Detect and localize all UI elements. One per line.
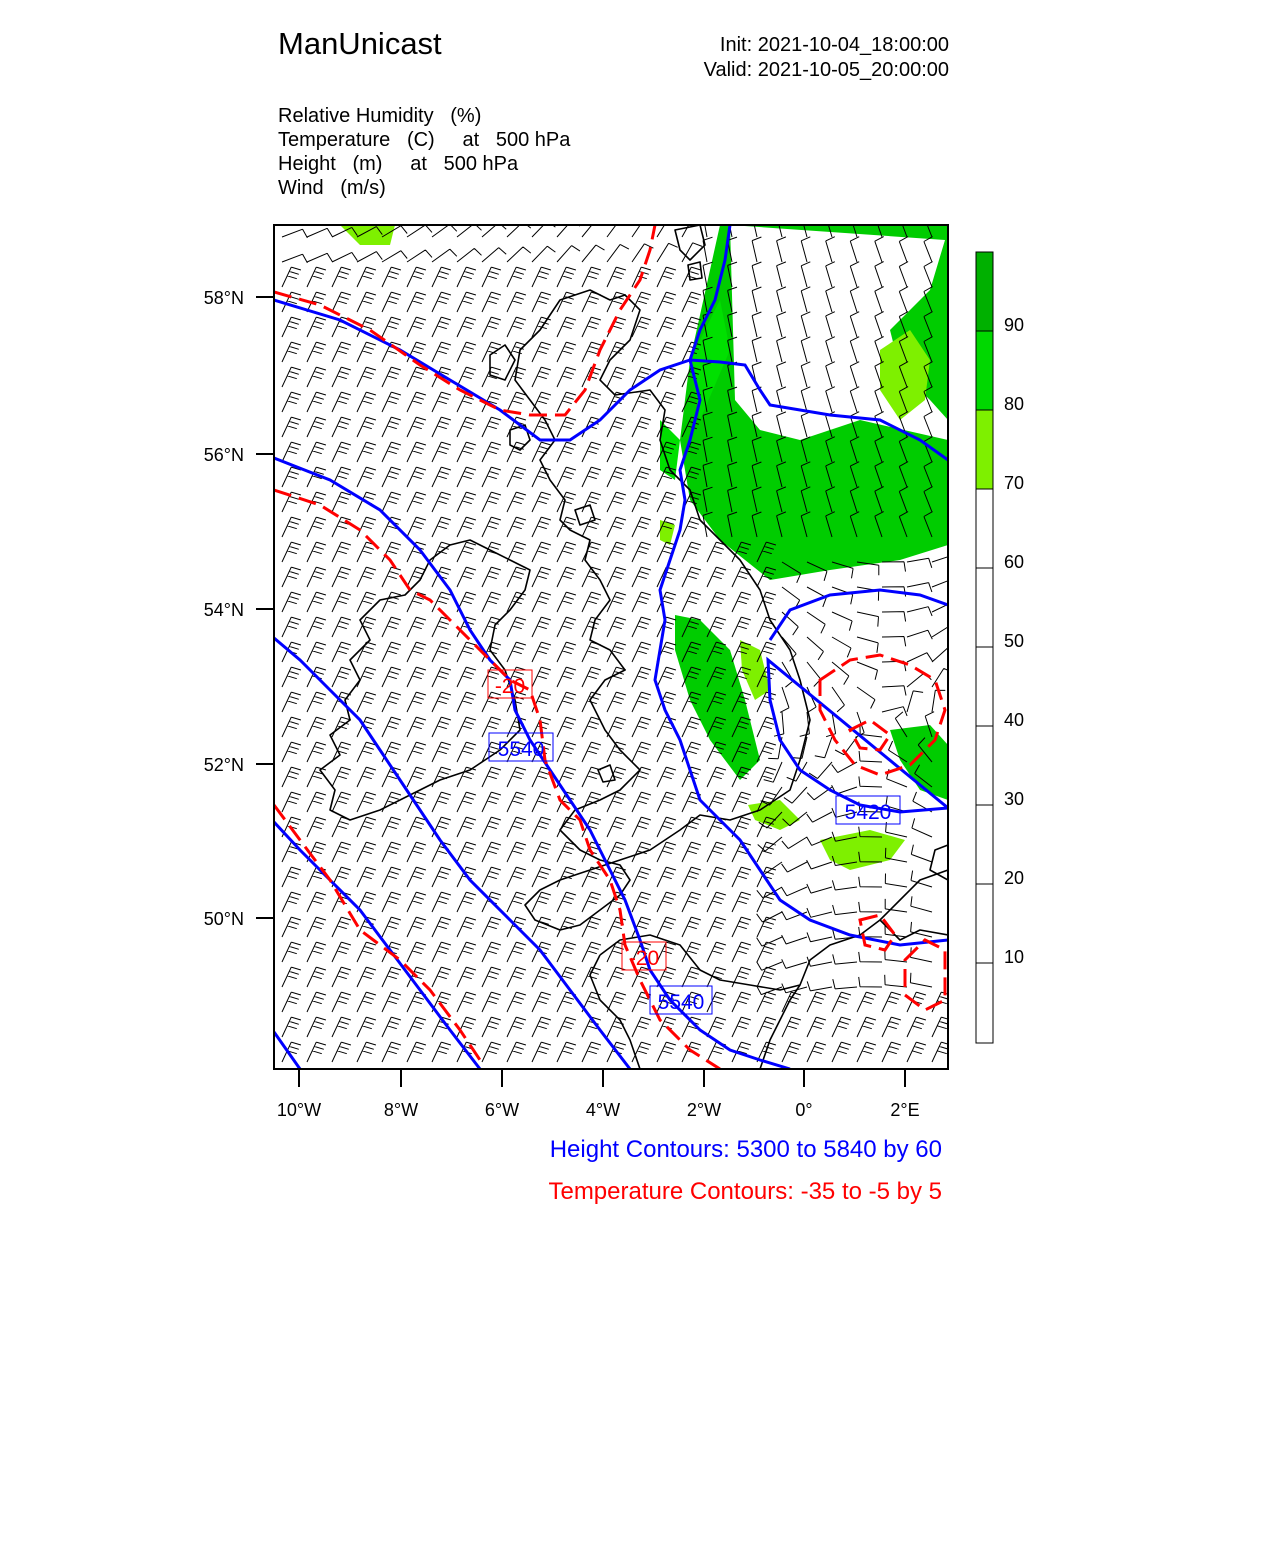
lat-tick-50: 50°N — [203, 909, 244, 929]
longitude-axis — [277, 1069, 920, 1120]
colorbar-label-20: 20 — [1004, 868, 1025, 888]
field-description-rh: Relative Humidity (%) — [278, 105, 482, 127]
colorbar-segment-2 — [976, 331, 993, 410]
lon-tick-8w: 8°W — [383, 1100, 419, 1120]
lon-tick-2e: 2°E — [890, 1100, 920, 1120]
field-description-temperature: Temperature (C) at 500 hPa — [278, 129, 571, 151]
colorbar-label-40: 40 — [1004, 710, 1025, 730]
lat-tick-52: 52°N — [203, 755, 244, 775]
lon-tick-0: 0° — [795, 1100, 813, 1120]
chart-title: ManUnicast — [278, 26, 442, 61]
svg-text:-20: -20 — [494, 675, 526, 698]
svg-text:5540: 5540 — [657, 991, 705, 1014]
lon-tick-10w: 10°W — [276, 1100, 322, 1120]
colorbar-segment-3 — [976, 410, 993, 489]
contour-label-temp-1 — [488, 670, 532, 698]
height-contour-legend: Height Contours: 5300 to 5840 by 60 — [549, 1136, 942, 1163]
valid-time: Valid: 2021-10-05_20:00:00 — [703, 59, 949, 81]
lon-tick-2w: 2°W — [686, 1100, 722, 1120]
lon-tick-4w: 4°W — [585, 1100, 621, 1120]
colorbar — [976, 252, 1024, 1043]
colorbar-label-50: 50 — [1004, 631, 1025, 651]
lat-tick-54: 54°N — [203, 600, 244, 620]
field-description-wind: Wind (m/s) — [278, 177, 386, 199]
colorbar-label-90: 90 — [1004, 315, 1025, 335]
colorbar-label-30: 30 — [1004, 789, 1025, 809]
svg-text:5540: 5540 — [497, 738, 545, 761]
svg-text:5420: 5420 — [844, 801, 892, 824]
lat-tick-58: 58°N — [203, 288, 244, 308]
svg-text:-20: -20 — [628, 947, 660, 970]
contour-label-height-3 — [650, 986, 712, 1014]
contour-label-height-1 — [489, 733, 553, 761]
lat-tick-56: 56°N — [203, 445, 244, 465]
contour-label-height-2 — [836, 796, 900, 824]
init-time: Init: 2021-10-04_18:00:00 — [719, 34, 949, 56]
temperature-contours — [274, 225, 945, 1069]
colorbar-label-60: 60 — [1004, 552, 1025, 572]
colorbar-label-80: 80 — [1004, 394, 1025, 414]
colorbar-label-10: 10 — [1004, 947, 1025, 967]
colorbar-segment-1 — [976, 252, 993, 331]
latitude-axis — [204, 288, 274, 929]
field-description-height: Height (m) at 500 hPa — [278, 153, 519, 175]
colorbar-label-70: 70 — [1004, 473, 1025, 493]
temperature-contour-legend: Temperature Contours: -35 to -5 by 5 — [548, 1178, 942, 1205]
lon-tick-6w: 6°W — [484, 1100, 520, 1120]
